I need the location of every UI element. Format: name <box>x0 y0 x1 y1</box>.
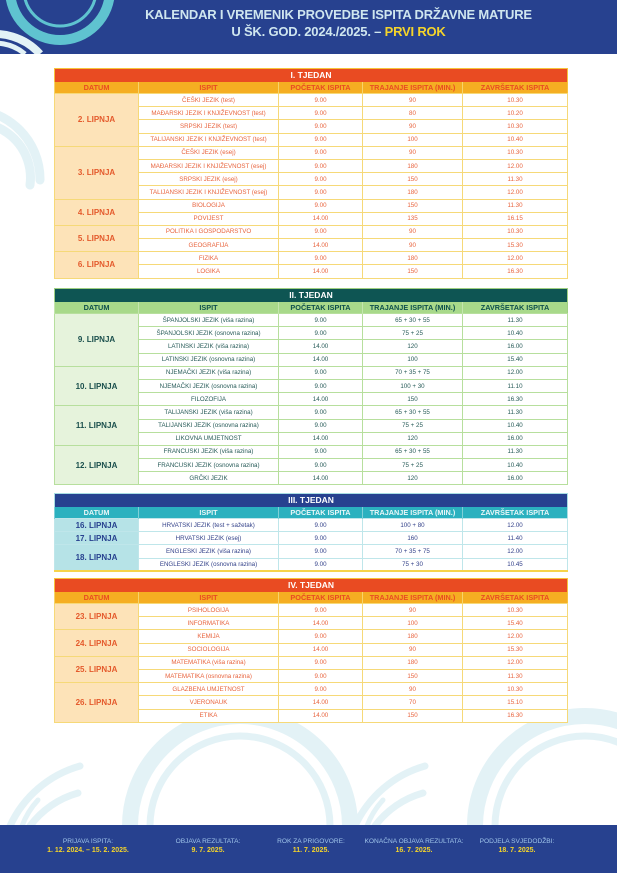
end-time-cell: 16.15 <box>463 212 568 225</box>
duration-cell: 100 <box>363 617 463 630</box>
exam-name-cell: INFORMATIKA <box>139 617 279 630</box>
table-row <box>55 366 568 379</box>
table-row <box>55 146 568 159</box>
end-time-cell: 10.30 <box>463 146 568 159</box>
end-time-cell: 15.30 <box>463 643 568 656</box>
start-time-cell: 9.00 <box>279 186 363 199</box>
footer-label: ROK ZA PRIGOVORE: <box>277 838 345 845</box>
end-time-cell: 16.30 <box>463 265 568 278</box>
end-time-cell: 10.30 <box>463 604 568 617</box>
exam-name-cell: HRVATSKI JEZIK (esej) <box>139 532 279 545</box>
start-time-cell: 14.00 <box>279 696 363 709</box>
exam-name-cell: TALIJANSKI JEZIK I KNJIŽEVNOST (esej) <box>139 186 279 199</box>
footer-label: PRIJAVA ISPITA: <box>62 838 114 845</box>
exam-name-cell: MAĐARSKI JEZIK I KNJIŽEVNOST (test) <box>139 107 279 120</box>
column-header-datum: DATUM <box>55 302 139 314</box>
duration-cell: 100 + 80 <box>363 519 463 532</box>
start-time-cell: 9.00 <box>279 656 363 669</box>
duration-cell: 90 <box>363 94 463 107</box>
column-header-datum: DATUM <box>55 507 139 519</box>
start-time-cell: 9.00 <box>279 419 363 432</box>
start-time-cell: 14.00 <box>279 340 363 353</box>
date-cell: 4. LIPNJA <box>55 199 139 225</box>
end-time-cell: 10.40 <box>463 327 568 340</box>
duration-cell: 75 + 30 <box>363 558 463 571</box>
end-time-cell: 16.30 <box>463 393 568 406</box>
table-row <box>55 545 568 558</box>
table-row <box>55 604 568 617</box>
week-title: I. TJEDAN <box>55 69 568 82</box>
duration-cell: 150 <box>363 393 463 406</box>
start-time-cell: 9.00 <box>279 445 363 458</box>
column-header-trajanje: TRAJANJE ISPITA (MIN.) <box>363 592 463 604</box>
exam-name-cell: SRPSKI JEZIK (test) <box>139 120 279 133</box>
end-time-cell: 11.30 <box>463 173 568 186</box>
end-time-cell: 15.10 <box>463 696 568 709</box>
column-header-datum: DATUM <box>55 592 139 604</box>
start-time-cell: 9.00 <box>279 199 363 212</box>
end-time-cell: 11.30 <box>463 314 568 327</box>
exam-name-cell: NJEMAČKI JEZIK (viša razina) <box>139 366 279 379</box>
end-time-cell: 12.00 <box>463 630 568 643</box>
title-line-1: KALENDAR I VREMENIK PROVEDBE ISPITA DRŽAVNE MATURE <box>145 7 532 22</box>
start-time-cell: 9.00 <box>279 630 363 643</box>
duration-cell: 90 <box>363 239 463 252</box>
duration-cell: 75 + 25 <box>363 459 463 472</box>
start-time-cell: 9.00 <box>279 366 363 379</box>
duration-cell: 90 <box>363 683 463 696</box>
column-header-trajanje: TRAJANJE ISPITA (MIN.) <box>363 302 463 314</box>
week-table <box>54 578 568 723</box>
footer-value: 1. 12. 2024. – 15. 2. 2025. <box>47 847 129 854</box>
exam-name-cell: ČEŠKI JEZIK (esej) <box>139 146 279 159</box>
column-header-zavrsetak: ZAVRŠETAK ISPITA <box>463 302 568 314</box>
exam-name-cell: SRPSKI JEZIK (esej) <box>139 173 279 186</box>
week-table <box>54 68 568 279</box>
footer-value: 11. 7. 2025. <box>292 847 330 854</box>
start-time-cell: 9.00 <box>279 252 363 265</box>
column-header-zavrsetak: ZAVRŠETAK ISPITA <box>463 82 568 94</box>
start-time-cell: 9.00 <box>279 133 363 146</box>
date-cell: 25. LIPNJA <box>55 656 139 682</box>
end-time-cell: 11.30 <box>463 199 568 212</box>
end-time-cell: 15.40 <box>463 617 568 630</box>
duration-cell: 65 + 30 + 55 <box>363 314 463 327</box>
duration-cell: 160 <box>363 532 463 545</box>
exam-name-cell: FRANCUSKI JEZIK (viša razina) <box>139 445 279 458</box>
end-time-cell: 12.00 <box>463 519 568 532</box>
duration-cell: 90 <box>363 120 463 133</box>
duration-cell: 75 + 25 <box>363 327 463 340</box>
start-time-cell: 9.00 <box>279 120 363 133</box>
start-time-cell: 9.00 <box>279 146 363 159</box>
date-cell: 2. LIPNJA <box>55 94 139 147</box>
exam-name-cell: POVIJEST <box>139 212 279 225</box>
exam-name-cell: FRANCUSKI JEZIK (osnovna razina) <box>139 459 279 472</box>
date-cell: 3. LIPNJA <box>55 146 139 199</box>
start-time-cell: 14.00 <box>279 212 363 225</box>
column-header-ispit: ISPIT <box>139 592 279 604</box>
exam-name-cell: SOCIOLOGIJA <box>139 643 279 656</box>
start-time-cell: 9.00 <box>279 545 363 558</box>
duration-cell: 65 + 30 + 55 <box>363 445 463 458</box>
end-time-cell: 10.20 <box>463 107 568 120</box>
start-time-cell: 9.00 <box>279 459 363 472</box>
column-header-zavrsetak: ZAVRŠETAK ISPITA <box>463 592 568 604</box>
duration-cell: 180 <box>363 656 463 669</box>
exam-name-cell: LOGIKA <box>139 265 279 278</box>
column-header-pocetak: POČETAK ISPITA <box>279 507 363 519</box>
table-row <box>55 406 568 419</box>
date-cell: 16. LIPNJA <box>55 519 139 532</box>
exam-name-cell: TALIJANSKI JEZIK (osnovna razina) <box>139 419 279 432</box>
end-time-cell: 10.40 <box>463 133 568 146</box>
column-header-pocetak: POČETAK ISPITA <box>279 592 363 604</box>
start-time-cell: 14.00 <box>279 432 363 445</box>
end-time-cell: 12.00 <box>463 159 568 172</box>
start-time-cell: 9.00 <box>279 532 363 545</box>
duration-cell: 150 <box>363 709 463 722</box>
duration-cell: 90 <box>363 146 463 159</box>
table-row <box>55 252 568 265</box>
date-cell: 6. LIPNJA <box>55 252 139 278</box>
exam-name-cell: KEMIJA <box>139 630 279 643</box>
start-time-cell: 14.00 <box>279 265 363 278</box>
exam-name-cell: TALIJANSKI JEZIK (viša razina) <box>139 406 279 419</box>
start-time-cell: 9.00 <box>279 379 363 392</box>
week-table <box>54 288 568 485</box>
duration-cell: 180 <box>363 186 463 199</box>
table-row <box>55 445 568 458</box>
exam-name-cell: LATINSKI JEZIK (osnovna razina) <box>139 353 279 366</box>
footer-item-konacna-objava <box>354 837 474 855</box>
exam-name-cell: NJEMAČKI JEZIK (osnovna razina) <box>139 379 279 392</box>
column-header-ispit: ISPIT <box>139 507 279 519</box>
duration-cell: 90 <box>363 225 463 238</box>
duration-cell: 120 <box>363 432 463 445</box>
duration-cell: 90 <box>363 643 463 656</box>
exam-name-cell: FIZIKA <box>139 252 279 265</box>
page-header <box>0 0 617 54</box>
start-time-cell: 9.00 <box>279 669 363 682</box>
exam-name-cell: ŠPANJOLSKI JEZIK (osnovna razina) <box>139 327 279 340</box>
column-header-datum: DATUM <box>55 82 139 94</box>
duration-cell: 80 <box>363 107 463 120</box>
start-time-cell: 9.00 <box>279 173 363 186</box>
footer-item-podjela-svjedodzbi <box>457 837 577 855</box>
footer-item-rok-za-prigovore <box>251 837 371 855</box>
duration-cell: 65 + 30 + 55 <box>363 406 463 419</box>
table-row <box>55 630 568 643</box>
footer-value: 16. 7. 2025. <box>395 847 433 854</box>
end-time-cell: 11.10 <box>463 379 568 392</box>
start-time-cell: 9.00 <box>279 314 363 327</box>
end-time-cell: 12.00 <box>463 252 568 265</box>
table-row <box>55 683 568 696</box>
week-title: III. TJEDAN <box>55 494 568 507</box>
column-header-ispit: ISPIT <box>139 82 279 94</box>
title-line-2-prefix: U ŠK. GOD. 2024./2025. – <box>231 24 385 39</box>
exam-name-cell: ČEŠKI JEZIK (test) <box>139 94 279 107</box>
duration-cell: 135 <box>363 212 463 225</box>
table-row <box>55 199 568 212</box>
start-time-cell: 9.00 <box>279 558 363 571</box>
exam-name-cell: MAĐARSKI JEZIK I KNJIŽEVNOST (esej) <box>139 159 279 172</box>
end-time-cell: 16.00 <box>463 432 568 445</box>
exam-name-cell: VJERONAUK <box>139 696 279 709</box>
start-time-cell: 14.00 <box>279 353 363 366</box>
end-time-cell: 15.30 <box>463 239 568 252</box>
exam-name-cell: ETIKA <box>139 709 279 722</box>
footer-key-dates <box>0 825 617 873</box>
duration-cell: 90 <box>363 604 463 617</box>
date-cell: 12. LIPNJA <box>55 445 139 485</box>
footer-value: 9. 7. 2025. <box>191 847 225 854</box>
week-title: II. TJEDAN <box>55 289 568 302</box>
exam-name-cell: GLAZBENA UMJETNOST <box>139 683 279 696</box>
footer-item-objava-rezultata <box>148 837 268 855</box>
duration-cell: 150 <box>363 669 463 682</box>
duration-cell: 75 + 25 <box>363 419 463 432</box>
column-header-pocetak: POČETAK ISPITA <box>279 302 363 314</box>
end-time-cell: 12.00 <box>463 186 568 199</box>
exam-name-cell: ŠPANJOLSKI JEZIK (viša razina) <box>139 314 279 327</box>
footer-item-prijava <box>28 837 148 855</box>
date-cell: 11. LIPNJA <box>55 406 139 446</box>
duration-cell: 120 <box>363 472 463 485</box>
column-header-zavrsetak: ZAVRŠETAK ISPITA <box>463 507 568 519</box>
start-time-cell: 14.00 <box>279 393 363 406</box>
end-time-cell: 10.30 <box>463 120 568 133</box>
end-time-cell: 12.00 <box>463 366 568 379</box>
exam-name-cell: HRVATSKI JEZIK (test + sažetak) <box>139 519 279 532</box>
week-table <box>54 493 568 572</box>
duration-cell: 100 <box>363 353 463 366</box>
end-time-cell: 15.40 <box>463 353 568 366</box>
date-cell: 23. LIPNJA <box>55 604 139 630</box>
table-row <box>55 94 568 107</box>
date-cell: 9. LIPNJA <box>55 314 139 367</box>
end-time-cell: 10.40 <box>463 419 568 432</box>
exam-name-cell: MATEMATIKA (osnovna razina) <box>139 669 279 682</box>
footer-label: PODJELA SVJEDODŽBI: <box>479 838 555 845</box>
start-time-cell: 9.00 <box>279 406 363 419</box>
exam-name-cell: LATINSKI JEZIK (viša razina) <box>139 340 279 353</box>
start-time-cell: 14.00 <box>279 709 363 722</box>
footer-label: KONAČNA OBJAVA REZULTATA: <box>364 838 464 845</box>
duration-cell: 180 <box>363 630 463 643</box>
date-cell: 5. LIPNJA <box>55 225 139 251</box>
end-time-cell: 11.40 <box>463 532 568 545</box>
exam-name-cell: ENGLESKI JEZIK (osnovna razina) <box>139 558 279 571</box>
duration-cell: 180 <box>363 252 463 265</box>
end-time-cell: 10.30 <box>463 94 568 107</box>
start-time-cell: 9.00 <box>279 683 363 696</box>
start-time-cell: 9.00 <box>279 107 363 120</box>
column-header-trajanje: TRAJANJE ISPITA (MIN.) <box>363 507 463 519</box>
page-title <box>0 6 617 40</box>
start-time-cell: 14.00 <box>279 617 363 630</box>
start-time-cell: 14.00 <box>279 472 363 485</box>
table-row <box>55 519 568 532</box>
title-rok-label: PRVI ROK <box>384 24 446 39</box>
duration-cell: 70 + 35 + 75 <box>363 545 463 558</box>
start-time-cell: 14.00 <box>279 239 363 252</box>
exam-name-cell: BIOLOGIJA <box>139 199 279 212</box>
duration-cell: 150 <box>363 173 463 186</box>
exam-name-cell: POLITIKA I GOSPODARSTVO <box>139 225 279 238</box>
exam-name-cell: GEOGRAFIJA <box>139 239 279 252</box>
end-time-cell: 12.00 <box>463 545 568 558</box>
table-row <box>55 656 568 669</box>
duration-cell: 150 <box>363 265 463 278</box>
column-header-pocetak: POČETAK ISPITA <box>279 82 363 94</box>
table-row <box>55 225 568 238</box>
end-time-cell: 10.45 <box>463 558 568 571</box>
duration-cell: 120 <box>363 340 463 353</box>
duration-cell: 150 <box>363 199 463 212</box>
start-time-cell: 9.00 <box>279 327 363 340</box>
end-time-cell: 16.00 <box>463 472 568 485</box>
duration-cell: 180 <box>363 159 463 172</box>
end-time-cell: 11.30 <box>463 669 568 682</box>
end-time-cell: 10.40 <box>463 459 568 472</box>
date-cell: 10. LIPNJA <box>55 366 139 406</box>
title-line-2 <box>60 23 617 40</box>
start-time-cell: 9.00 <box>279 94 363 107</box>
end-time-cell: 11.30 <box>463 406 568 419</box>
exam-name-cell: GRČKI JEZIK <box>139 472 279 485</box>
duration-cell: 100 <box>363 133 463 146</box>
exam-name-cell: PSIHOLOGIJA <box>139 604 279 617</box>
duration-cell: 100 + 30 <box>363 379 463 392</box>
exam-name-cell: FILOZOFIJA <box>139 393 279 406</box>
exam-name-cell: TALIJANSKI JEZIK I KNJIŽEVNOST (test) <box>139 133 279 146</box>
exam-name-cell: LIKOVNA UMJETNOST <box>139 432 279 445</box>
week-title: IV. TJEDAN <box>55 579 568 592</box>
table-row <box>55 532 568 545</box>
column-header-ispit: ISPIT <box>139 302 279 314</box>
column-header-trajanje: TRAJANJE ISPITA (MIN.) <box>363 82 463 94</box>
end-time-cell: 12.00 <box>463 656 568 669</box>
end-time-cell: 10.30 <box>463 225 568 238</box>
footer-value: 18. 7. 2025. <box>498 847 536 854</box>
exam-name-cell: MATEMATIKA (viša razina) <box>139 656 279 669</box>
end-time-cell: 16.30 <box>463 709 568 722</box>
duration-cell: 70 <box>363 696 463 709</box>
date-cell: 17. LIPNJA <box>55 532 139 545</box>
start-time-cell: 9.00 <box>279 159 363 172</box>
date-cell: 24. LIPNJA <box>55 630 139 656</box>
start-time-cell: 14.00 <box>279 643 363 656</box>
end-time-cell: 11.30 <box>463 445 568 458</box>
end-time-cell: 16.00 <box>463 340 568 353</box>
duration-cell: 70 + 35 + 75 <box>363 366 463 379</box>
date-cell: 18. LIPNJA <box>55 545 139 571</box>
table-row <box>55 314 568 327</box>
start-time-cell: 9.00 <box>279 225 363 238</box>
start-time-cell: 9.00 <box>279 604 363 617</box>
date-cell: 26. LIPNJA <box>55 683 139 723</box>
end-time-cell: 10.30 <box>463 683 568 696</box>
exam-name-cell: ENGLESKI JEZIK (viša razina) <box>139 545 279 558</box>
footer-label: OBJAVA REZULTATA: <box>175 838 241 845</box>
start-time-cell: 9.00 <box>279 519 363 532</box>
